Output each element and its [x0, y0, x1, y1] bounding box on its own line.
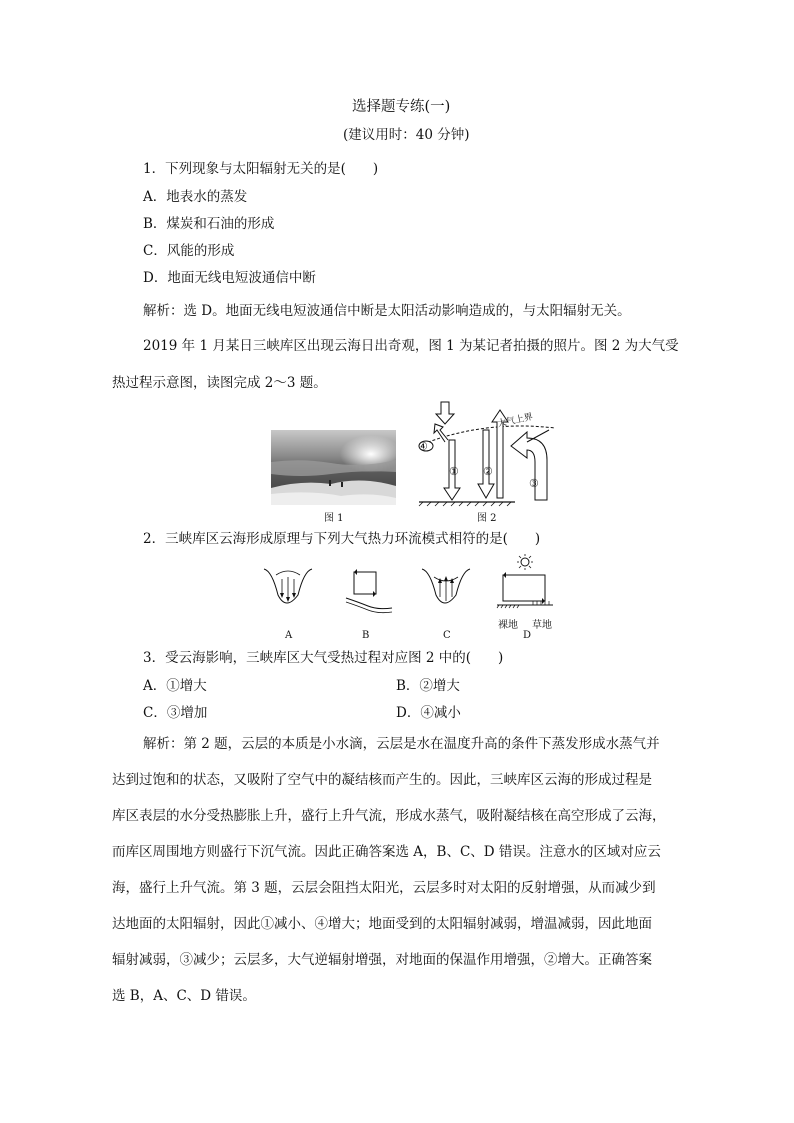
question-3-option-d: D．④减小	[396, 705, 461, 721]
question-1-option-d: D．地面无线电短波通信中断	[143, 270, 316, 286]
question-3-stem: 3．受云海影响，三峡库区大气受热过程对应图 2 中的( )	[143, 650, 504, 666]
analysis-line-1: 解析：第 2 题，云层的本质是小水滴，云层是水在温度升高的条件下蒸发形成水蒸气并	[143, 736, 660, 752]
page-title: 选择题专练(一)	[352, 99, 451, 115]
analysis-line-7: 辐射减弱，③减少；云层多，大气逆辐射增强，对地面的保温作用增强，②增大。正确答案	[112, 952, 652, 968]
figure-1-photo	[271, 430, 396, 505]
intro-line-1: 2019 年 1 月某日三峡库区出现云海日出奇观，图 1 为某记者拍摄的照片。图 2 为大气受	[143, 338, 679, 354]
question-1-stem: 1．下列现象与太阳辐射无关的是( )	[143, 161, 379, 177]
question-1-option-c: C．风能的形成	[143, 243, 235, 259]
option-b-label: B	[362, 630, 370, 641]
analysis-line-2: 达到过饱和的状态，又吸附了空气中的凝结核而产生的。因此，三峡库区云海的形成过程是	[112, 772, 652, 788]
question-2-option-b-diagram	[344, 568, 394, 614]
analysis-line-4: 而库区周围地方则盛行下沉气流。因此正确答案选 A，B、C、D 错误。注意水的区域对应云	[112, 844, 661, 860]
question-3-option-a: A．①增大	[143, 678, 207, 694]
figure-2-number-2: ②	[483, 465, 493, 478]
question-1-option-b: B．煤炭和石油的形成	[143, 216, 275, 232]
analysis-line-3: 库区表层的水分受热膨胀上升，盛行上升气流，形成水蒸气，吸附凝结核在高空形成了云海，	[112, 808, 666, 824]
question-2-stem: 2．三峡库区云海形成原理与下列大气热力环流模式相符的是( )	[143, 531, 541, 547]
intro-line-2: 热过程示意图，读图完成 2～3 题。	[112, 375, 327, 391]
question-2-option-a-diagram	[262, 565, 314, 613]
question-1-option-a: A．地表水的蒸发	[143, 189, 248, 205]
figure-2-caption: 图 2	[477, 513, 497, 524]
figure-2-number-1: ①	[449, 465, 459, 478]
figure-2-number-4: ④	[418, 440, 428, 453]
figure-2-label-top-atmosphere: 大气上界	[496, 412, 534, 430]
figure-2-diagram	[415, 400, 560, 508]
question-2-option-c-diagram	[420, 565, 472, 613]
question-3-option-c: C．③增加	[143, 705, 208, 721]
option-c-label: C	[443, 630, 451, 641]
analysis-line-8: 选 B，A、C、D 错误。	[112, 988, 256, 1004]
option-d-sublabel-grass: 草地	[532, 620, 552, 631]
option-a-label: A	[285, 630, 293, 641]
question-2-option-d-diagram	[495, 553, 555, 617]
analysis-line-5: 海，盛行上升气流。第 3 题，云层会阻挡太阳光，云层多时对太阳的反射增强，从而减少到	[112, 880, 656, 896]
option-d-sublabel-bare: 裸地	[498, 620, 518, 631]
figure-1-caption: 图 1	[324, 513, 344, 524]
question-1-analysis: 解析：选 D。地面无线电短波通信中断是太阳活动影响造成的，与太阳辐射无关。	[143, 303, 631, 319]
figure-2-number-3: ③	[529, 477, 539, 490]
question-3-option-b: B．②增大	[396, 678, 460, 694]
page-subtitle: (建议用时：40 分钟)	[343, 127, 470, 143]
option-d-label: D	[523, 630, 532, 641]
analysis-line-6: 达地面的太阳辐射，因此①减小、④增大；地面受到的太阳辐射减弱，增温减弱，因此地面	[112, 916, 652, 932]
